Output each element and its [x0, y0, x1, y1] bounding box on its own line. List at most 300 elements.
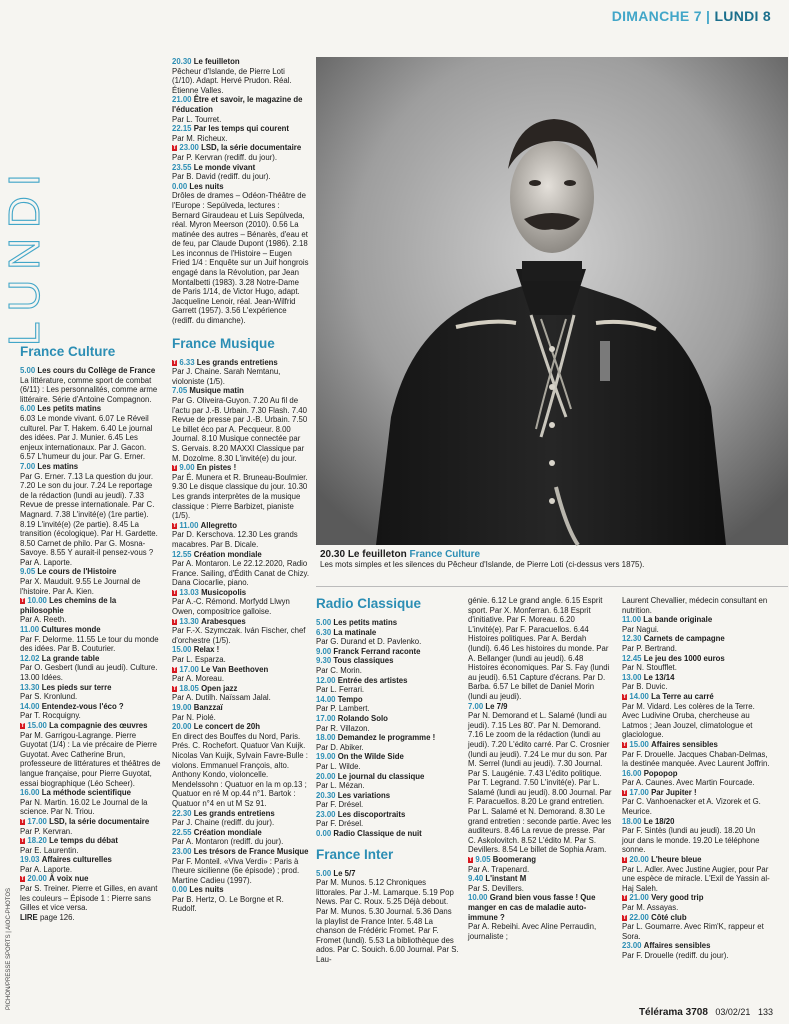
page-footer	[639, 1007, 773, 1018]
repeat-badge: T	[173, 359, 177, 366]
schedule-item	[172, 182, 309, 326]
caption-text: Les mots simples et les silences du Pêcheur d'Islande, de Pierre Loti (ci-dessus vers 1875).	[320, 560, 645, 569]
schedule-text: Par X. Mauduit. 9.55 Le Journal de l'histoire. Par A. Kien.	[20, 577, 141, 596]
schedule-text: Par B. Hertz, O. Le Borgne et R. Rudolf.	[172, 894, 284, 914]
schedule-time: 18.05	[179, 683, 199, 693]
schedule-time: 5.00	[20, 366, 36, 375]
schedule-item	[622, 855, 770, 893]
schedule-time: 13.30	[179, 616, 199, 626]
schedule-item	[20, 366, 162, 404]
page-header	[612, 8, 771, 24]
schedule-time: 22.55	[172, 827, 192, 837]
repeat-badge: T	[21, 876, 25, 883]
station-title: France Musique	[172, 335, 275, 351]
schedule-item	[20, 654, 162, 683]
schedule-time: 20.00	[316, 771, 336, 781]
schedule-text: Par F. Drésel.	[316, 819, 364, 829]
schedule-title: Tempo	[337, 694, 363, 704]
schedule-text: En direct des Bouffes du Nord, Paris. Prés. C. Rochefort. Quatuor Van Kuijk. Nicolas Van Kuijk, Sylvain Favre-Bulle : violons. Emmanuel François, alto. Anthony Kondo, violoncelle. Mendelssohn : Quatuor en la m op.13 ; Quatuor en ré M op.44 n°1. Bartok : Quatuor n°4 en ut M Sz 91.	[172, 731, 308, 808]
schedule-title: Les discoportraits	[337, 809, 406, 819]
schedule-time: 6.33	[179, 357, 195, 367]
schedule-title: Open jazz	[201, 683, 238, 693]
schedule-text: Par N. Stoufflet.	[622, 663, 677, 673]
schedule-time: 12.45	[622, 653, 642, 663]
schedule-time: 11.00	[20, 625, 40, 635]
schedule-item	[20, 817, 162, 836]
schedule-item	[622, 941, 770, 960]
schedule-title: Par Jupiter !	[651, 787, 697, 797]
schedule-item	[172, 847, 309, 885]
schedule-text: Par D. Kerschova. 12.30 Les grands macabres. Par B. Dicale.	[172, 530, 298, 549]
schedule-title: La matinale	[333, 627, 377, 637]
schedule-item	[172, 684, 309, 703]
caption-station: France Culture	[409, 549, 481, 560]
schedule-item	[468, 702, 612, 856]
schedule-time: 0.00	[172, 181, 188, 191]
schedule-item	[20, 625, 162, 654]
schedule-text: Par C. Morin.	[316, 665, 362, 675]
caption-time: 20.30	[320, 549, 346, 560]
schedule-text: Par O. Gesbert (lundi au jeudi). Culture. 13.00 Idées.	[20, 663, 158, 682]
schedule-title: Affaires sensibles	[643, 941, 711, 951]
schedule-item	[20, 683, 162, 702]
schedule-title: La Terre au carré	[651, 691, 714, 701]
schedule-text: Par P. Kervran.	[20, 826, 73, 836]
repeat-badge: T	[623, 914, 627, 921]
schedule-title: Les nuits	[189, 181, 224, 191]
repeat-badge: T	[173, 589, 177, 596]
schedule-title: Le Van Beethoven	[201, 664, 269, 674]
schedule-title: LSD, la série documentaire	[201, 143, 302, 153]
repeat-badge: T	[21, 838, 25, 845]
schedule-item	[172, 95, 309, 124]
schedule-item	[172, 521, 309, 550]
schedule-item	[172, 358, 309, 387]
header-day2: LUNDI 8	[714, 8, 771, 24]
schedule-text: Par F. Delorme. 11.55 Le tour du monde des idées. Par B. Couturier.	[20, 634, 159, 654]
schedule-time: 22.00	[629, 912, 649, 922]
schedule-title: L'instant M	[485, 874, 527, 884]
schedule-item	[316, 829, 459, 839]
schedule-title: Le journal du classique	[337, 771, 425, 781]
schedule-text: Par C. Vanhoenacker et A. Vizorek et G. Meurice.	[622, 797, 761, 817]
schedule-text: Par É. Munera et R. Bruneau-Boulmier. 9.30 Le disque classique du jour. 10.30 Les grands interprètes de la musique classique : Pierre Barbizet, pianiste (1/5).	[172, 472, 308, 521]
schedule-title: Les cours du Collège de France	[37, 366, 156, 375]
schedule-time: 5.00	[316, 618, 332, 627]
schedule-time: 17.00	[629, 787, 649, 797]
schedule-time: 12.55	[172, 549, 192, 559]
schedule-item	[468, 874, 612, 893]
schedule-title: Affaires culturelles	[41, 855, 112, 865]
schedule-text: Par M. Assayas.	[622, 903, 679, 912]
vertical-day-title-text: LUNDI	[0, 163, 49, 346]
schedule-title: Le 18/20	[643, 816, 675, 826]
schedule-title: La méthode scientifique	[41, 788, 131, 798]
lire-reference	[20, 913, 162, 923]
schedule-title: Le feuilleton	[193, 57, 240, 66]
schedule-time: 15.00	[629, 739, 649, 749]
schedule-time: 14.00	[20, 701, 40, 711]
schedule-text: Par A. Rebeihi. Avec Aline Perraudin, journaliste ;	[468, 922, 597, 941]
schedule-item	[20, 567, 162, 596]
schedule-text: Par G. Durand et D. Pavlenko.	[316, 637, 422, 647]
schedule-text: Par A. Laporte.	[20, 864, 73, 874]
schedule-time: 9.00	[316, 646, 332, 656]
schedule-time: 10.00	[468, 893, 488, 903]
schedule-item	[316, 628, 459, 647]
divider	[316, 586, 788, 587]
caption-program: Le feuilleton	[347, 549, 407, 560]
schedule-title: Création mondiale	[193, 549, 262, 559]
schedule-time: 17.00	[316, 713, 336, 723]
repeat-badge: T	[623, 693, 627, 700]
schedule-time: 12.00	[316, 675, 336, 685]
schedule-title: Grand bien vous fasse ! Que manger en cas de maladie auto-immune ?	[468, 893, 596, 922]
lire-label: LIRE	[20, 912, 38, 922]
station-title: France Culture	[20, 344, 116, 359]
schedule-time: 7.00	[20, 461, 36, 471]
schedule-time: 18.00	[622, 816, 642, 826]
schedule-text: Par F. Monteil. «Viva Verdi» : Paris à l'heure sicilienne (6e épisode) ; prod. Martine Cadieu (1997).	[172, 856, 300, 885]
schedule-text: Par N. Piolé.	[172, 712, 216, 722]
schedule-title: Entendez-vous l'éco ?	[41, 701, 124, 711]
repeat-badge: T	[173, 465, 177, 472]
schedule-time: 23.00	[316, 809, 336, 819]
schedule-title: Franck Ferrand raconte	[333, 646, 421, 656]
schedule-item	[172, 386, 309, 463]
schedule-time: 7.00	[468, 701, 484, 711]
schedule-item	[20, 404, 162, 462]
schedule-title: Les grands entretiens	[193, 808, 275, 818]
schedule-time: 6.00	[20, 404, 36, 414]
lire-text: page 126.	[39, 912, 75, 922]
schedule-text: Par R. Villazon.	[316, 723, 370, 733]
schedule-time: 20.30	[172, 57, 192, 66]
schedule-title: Les chemins de la philosophie	[20, 596, 117, 615]
schedule-text: Par B. David (rediff. du jour).	[172, 172, 271, 182]
repeat-badge: T	[469, 857, 473, 864]
schedule-text: Par F. Sintès (lundi au jeudi). 18.20 Un jour dans le monde. 19.20 Le téléphone sonne.	[622, 826, 760, 855]
schedule-item	[172, 163, 309, 182]
schedule-title: Les trésors de France Musique	[193, 846, 309, 856]
schedule-text: Par A. Caunes. Avec Martin Fourcade.	[622, 778, 755, 788]
schedule-text: Par A. Montaron. Le 22.12.2020, Radio France. Sailing, d'Édith Canat de Chizy. Dana Ciocarlie, piano.	[172, 559, 309, 588]
repeat-badge: T	[623, 895, 627, 902]
schedule-time: 12.02	[20, 653, 40, 663]
schedule-title: Allegretto	[200, 520, 238, 530]
schedule-text: Par L. Wilde.	[316, 761, 361, 771]
schedule-text: Par D. Abiker.	[316, 742, 364, 752]
repeat-badge: T	[21, 818, 25, 825]
schedule-text: Par G. Oliveira-Guyon. 7.20 Au fil de l'actu par J.-B. Urbain. 7.30 Flash. 7.40 Revue de presse par J.-B. Urbain. 7.50 Le billet éco par A. Pecqueur. 8.00 Journal. 8.10 Musique connectée par S. Gervais. 8.20 MAXXI Classique par M. Dozolme. 8.30 L'invité(e) du jour.	[172, 396, 308, 463]
schedule-title: Cultures monde	[41, 625, 101, 635]
schedule-text: Par P. Lambert.	[316, 704, 370, 714]
schedule-title: Le 13/14	[643, 672, 675, 682]
schedule-time: 9.05	[20, 567, 36, 577]
schedule-text: Par E. Laurentin.	[20, 845, 79, 855]
col-radio-classique-france-inter	[316, 596, 459, 965]
schedule-text: Par N. Demorand et L. Salamé (lundi au jeudi). 7.15 Les 80'. Par N. Demorand. 7.16 Le zoom de la rédaction (lundi au jeudi). 7.20 L'édito carré. Par C. Crosnier (lundi au jeudi). 7.24 Le mur du son. Par M. Serrel (lundi au jeudi). 7.30 Journal. Par S. Laugénie. 7.43 L'édito politique. Par T. Legrand. 7.50 L'invité(e). Par L. Salamé (lundi au jeudi). 8.00 Journal. Par F. Paracuellos. 8.20 Le grand entretien. Par L. Salamé et N. Demorand. 8.30 Le grand entretien : seconde partie. Avec les auditeurs. 8.46 La revue de presse. Par C. Askolovitch. 8.52 L'édito M. Par S. Devillers. 8.54 Le billet de Sophia Aram.	[468, 711, 612, 855]
schedule-title: Demandez le programme !	[337, 733, 436, 743]
schedule-item	[622, 634, 770, 653]
schedule-text: Par L. Ferrari.	[316, 685, 365, 695]
vertical-day-title	[0, 46, 49, 346]
schedule-item	[172, 550, 309, 588]
schedule-time: 22.15	[172, 124, 192, 134]
schedule-title: Musique matin	[189, 386, 244, 396]
schedule-time: 11.00	[179, 520, 199, 530]
schedule-item	[20, 836, 162, 855]
schedule-text: Par L. Tourret.	[172, 114, 222, 124]
col-france-inter-morning	[468, 596, 612, 941]
schedule-item	[622, 673, 770, 692]
schedule-item	[172, 588, 309, 617]
schedule-item	[172, 645, 309, 664]
schedule-text: Par P. Bertrand.	[622, 643, 677, 653]
schedule-item	[316, 647, 459, 657]
schedule-text: La littérature, comme sport de combat (6/11) : Les personnalités, comme arme littéraire. Série d'Antoine Compagnon.	[20, 375, 158, 404]
schedule-text: Par A. Moreau.	[172, 674, 225, 684]
schedule-time: 21.00	[172, 95, 192, 105]
schedule-time: 20.00	[629, 855, 649, 865]
schedule-time: 19.00	[172, 703, 192, 712]
schedule-time: 14.00	[629, 691, 649, 701]
schedule-text: Par T. Rocquigny.	[20, 711, 81, 721]
schedule-title: Affaires sensibles	[651, 739, 718, 749]
schedule-title: En pistes !	[196, 463, 237, 473]
schedule-title: Tous classiques	[333, 656, 394, 666]
schedule-title: Le jeu des 1000 euros	[643, 653, 725, 663]
station-title: France Inter	[316, 846, 394, 862]
schedule-text: Par A. Reeth.	[20, 615, 67, 625]
schedule-text: Par S. Devillers.	[468, 883, 524, 893]
schedule-text: Par S. Treiner. Pierre et Gilles, en avant les couleurs – Épisode 1 : Pierre sans Gilles et vice versa.	[20, 884, 158, 913]
continued-text: Laurent Chevallier, médecin consultant en nutrition.	[622, 596, 768, 615]
schedule-time: 16.00	[622, 768, 642, 778]
schedule-text: Par G. Erner. 7.13 La question du jour. 7.20 Le son du jour. 7.24 Le reportage de la rédaction (lundi au jeudi). 7.33 Revue de presse internationale. Par C. Magnard. 7.38 L'invité(e) (1re partie). 8.19 L'invité(e) (2e partie). 8.45 La transition (écologique). Par H. Gardette. 8.50 Carnet de philo. Par G. Mosna-Savoye. 8.55 Y aurait-il pensez-vous ? Par A. Laporte.	[20, 471, 158, 567]
repeat-badge: T	[173, 685, 177, 692]
schedule-text: Par F. Drésel.	[316, 800, 364, 810]
schedule-item	[172, 828, 309, 847]
photo-credit	[2, 590, 12, 1010]
schedule-time: 17.00	[27, 816, 47, 826]
repeat-badge: T	[623, 741, 627, 748]
schedule-text: Par M. Vidard. Les colères de la Terre. Avec Ludivine Oruba, chercheuse au Latmos ; Jean Jouzel, climatologue et glaciologue.	[622, 701, 755, 740]
col-france-inter-day	[622, 596, 770, 961]
schedule-item	[316, 733, 459, 752]
col-france-culture-evening-and-france-musique	[172, 57, 309, 914]
schedule-time: 13.30	[20, 682, 40, 692]
schedule-item	[622, 692, 770, 740]
schedule-title: Radio Classique de nuit	[333, 829, 422, 839]
schedule-time: 12.30	[622, 634, 642, 644]
schedule-title: Le 5/7	[333, 868, 356, 878]
schedule-item	[20, 721, 162, 788]
schedule-title: Carnets de campagne	[643, 634, 725, 644]
schedule-title: Création mondiale	[193, 827, 262, 837]
schedule-time: 10.00	[27, 596, 47, 606]
schedule-title: La bande originale	[643, 615, 713, 625]
schedule-item	[468, 855, 612, 874]
schedule-time: 15.00	[27, 720, 47, 730]
schedule-item	[316, 618, 459, 628]
repeat-badge: T	[21, 598, 25, 605]
schedule-time: 23.00	[622, 941, 642, 951]
schedule-time: 17.00	[179, 664, 199, 674]
schedule-item	[20, 596, 162, 625]
schedule-time: 19.00	[316, 752, 336, 762]
repeat-badge: T	[623, 789, 627, 796]
schedule-title: Boomerang	[492, 855, 537, 865]
schedule-title: Le concert de 20h	[193, 722, 260, 732]
schedule-item	[622, 817, 770, 855]
schedule-item	[622, 769, 770, 788]
schedule-time: 0.00	[316, 829, 332, 839]
schedule-text: Par L. Goumarre. Avec Rim'K, rappeur et Sora.	[622, 922, 764, 941]
header-separator: |	[701, 8, 715, 24]
schedule-time: 9.00	[179, 463, 195, 473]
schedule-text: Par F.-X. Szymczak. Iván Fischer, chef d'orchestre (1/5).	[172, 626, 306, 645]
continued-text: génie. 6.12 Le grand angle. 6.15 Esprit sport. Par X. Monferran. 6.18 Esprit d'initiative. Par F. Moreau. 6.20 L'invité(e). Par F. Paracuellos. 6.44 Histoires politiques. Par A. Berdah (lundi). 6.46 Les histoires du monde. Par A. Bellanger (lundi au jeudi). 6.48 Histoires économiques. Par S. Fay (lundi au jeudi). 6.51 Capture d'écrans. Par D. Barba. 6.57 Le billet de Daniel Morin (lundi au jeudi).	[468, 596, 610, 701]
schedule-title: L'heure bleue	[651, 855, 702, 865]
col-france-culture	[20, 344, 162, 922]
schedule-time: 23.55	[172, 162, 192, 172]
schedule-text: Par L. Adler. Avec Justine Augier, pour Par une espèce de miracle. L'Exil de Yassin al-Haj Saleh.	[622, 864, 770, 893]
schedule-text: Par J. Chaine (rediff. du jour).	[172, 818, 275, 828]
schedule-item	[622, 740, 770, 769]
schedule-text: Par P. Kervran (rediff. du jour).	[172, 152, 278, 162]
schedule-time: 5.00	[316, 868, 332, 878]
schedule-item	[316, 752, 459, 771]
schedule-item	[316, 791, 459, 810]
schedule-text: Par M. Garrigou-Lagrange. Pierre Guyotat (1/4) : La vie précaire de Pierre Guyotat. Avec Catherine Brun, professeure de littératures et théâtres de langue française, pour Pierre Guyotat, essai biographique (Léo Scheer).	[20, 730, 161, 788]
schedule-text: Pêcheur d'Islande, de Pierre Loti (1/10). Adapt. Hervé Prudon. Réal. Étienne Valles.	[172, 66, 292, 95]
schedule-text: Par J. Chaine. Sarah Nemtanu, violoniste (1/5).	[172, 367, 281, 386]
repeat-badge: T	[173, 666, 177, 673]
schedule-title: Le temps du débat	[49, 836, 118, 846]
schedule-title: Le cours de l'Histoire	[37, 567, 117, 577]
portrait-photo-svg	[316, 57, 788, 545]
footer-page: 133	[757, 1007, 773, 1017]
schedule-text: Par L. Esparza.	[172, 655, 226, 665]
schedule-item	[468, 893, 612, 941]
schedule-text: 6.03 Le monde vivant. 6.07 Le Réveil culturel. Par T. Hakem. 6.40 Le journal des idées. Par J. Munier. 6.45 Les enjeux internationaux. Par J. Gacon. 6.57 L'humeur du jour. Par G. Erner.	[20, 413, 153, 462]
repeat-badge: T	[173, 618, 177, 625]
schedule-text: Par M. Richeux.	[172, 133, 228, 143]
schedule-item	[20, 874, 162, 912]
schedule-time: 18.20	[27, 836, 47, 846]
station-title: Radio Classique	[316, 596, 422, 611]
schedule-item	[20, 855, 162, 874]
schedule-item	[172, 463, 309, 521]
schedule-title: Les petits matins	[333, 618, 398, 627]
schedule-title: Les variations	[337, 790, 391, 800]
schedule-item	[316, 714, 459, 733]
schedule-time: 13.03	[179, 587, 199, 597]
schedule-text: Par B. Duvic.	[622, 682, 668, 692]
schedule-title: Arabesques	[201, 616, 246, 626]
schedule-title: Côté club	[651, 912, 687, 922]
schedule-time: 21.00	[629, 893, 649, 903]
schedule-title: Relax !	[193, 645, 220, 655]
schedule-title: Par les temps qui courent	[193, 124, 290, 134]
schedule-item	[622, 654, 770, 673]
schedule-text: Par F. Drouelle. Jacques Chaban-Delmas, la destinée manquée. Avec Laurent Joffrin.	[622, 749, 770, 769]
schedule-item	[172, 703, 309, 722]
schedule-time: 20.00	[27, 874, 47, 884]
footer-date: 03/02/21	[715, 1007, 751, 1017]
schedule-item	[20, 462, 162, 568]
schedule-time: 0.00	[172, 885, 188, 895]
schedule-time: 13.00	[622, 672, 642, 682]
schedule-item	[172, 885, 309, 914]
schedule-title: À voix nue	[49, 874, 89, 884]
schedule-title: Les matins	[37, 461, 79, 471]
schedule-item	[172, 665, 309, 684]
repeat-badge: T	[173, 145, 177, 152]
schedule-item	[20, 788, 162, 817]
schedule-item	[172, 143, 309, 162]
schedule-title: La compagnie des œuvres	[49, 720, 148, 730]
schedule-item	[316, 869, 459, 965]
schedule-time: 23.00	[172, 846, 192, 856]
portrait-photo	[316, 57, 788, 545]
schedule-title: Le monde vivant	[193, 162, 256, 172]
schedule-time: 9.30	[316, 656, 332, 666]
schedule-time: 6.30	[316, 627, 332, 637]
schedule-text: Par A. Montaron (rediff. du jour).	[172, 837, 284, 847]
header-day1: DIMANCHE 7	[611, 8, 702, 24]
schedule-time: 20.30	[316, 790, 336, 800]
schedule-time: 9.40	[468, 874, 484, 884]
schedule-item	[172, 722, 309, 808]
schedule-title: Popopop	[643, 768, 678, 778]
schedule-time: 19.03	[20, 855, 40, 865]
schedule-title: La grande table	[41, 653, 100, 663]
schedule-item	[172, 617, 309, 646]
schedule-time: 7.05	[172, 386, 188, 396]
schedule-time: 20.00	[172, 722, 192, 732]
schedule-item	[622, 893, 770, 912]
schedule-item	[316, 810, 459, 829]
schedule-item	[622, 615, 770, 634]
schedule-text: Par N. Martin. 16.02 Le Journal de la science. Par N. Triou.	[20, 797, 148, 817]
schedule-item	[20, 702, 162, 721]
schedule-title: LSD, la série documentaire	[49, 816, 150, 826]
schedule-title: Entrée des artistes	[337, 675, 408, 685]
schedule-item	[622, 913, 770, 942]
photo-caption	[320, 550, 782, 570]
schedule-text: Par F. Drouelle (rediff. du jour).	[622, 950, 729, 960]
schedule-text: Par L. Mézan.	[316, 781, 365, 791]
caption-title	[320, 550, 782, 560]
schedule-title: Les pieds sur terre	[41, 682, 112, 692]
schedule-time: 14.00	[316, 694, 336, 704]
schedule-title: Very good trip	[651, 893, 704, 903]
repeat-badge: T	[173, 522, 177, 529]
photo-credit-text: PICHON/PRESSE SPORTS | AIOC-PHOTOS	[6, 887, 12, 1010]
schedule-time: 11.00	[622, 615, 642, 625]
schedule-item	[316, 656, 459, 675]
schedule-item	[172, 57, 309, 95]
schedule-title: On the Wilde Side	[337, 752, 404, 762]
schedule-title: Les grands entretiens	[196, 357, 278, 367]
schedule-title: Rolando Solo	[337, 713, 388, 723]
schedule-time: 23.00	[179, 143, 199, 153]
schedule-title: Les nuits	[189, 885, 224, 895]
repeat-badge: T	[21, 722, 25, 729]
schedule-title: Musicopolis	[201, 587, 247, 597]
